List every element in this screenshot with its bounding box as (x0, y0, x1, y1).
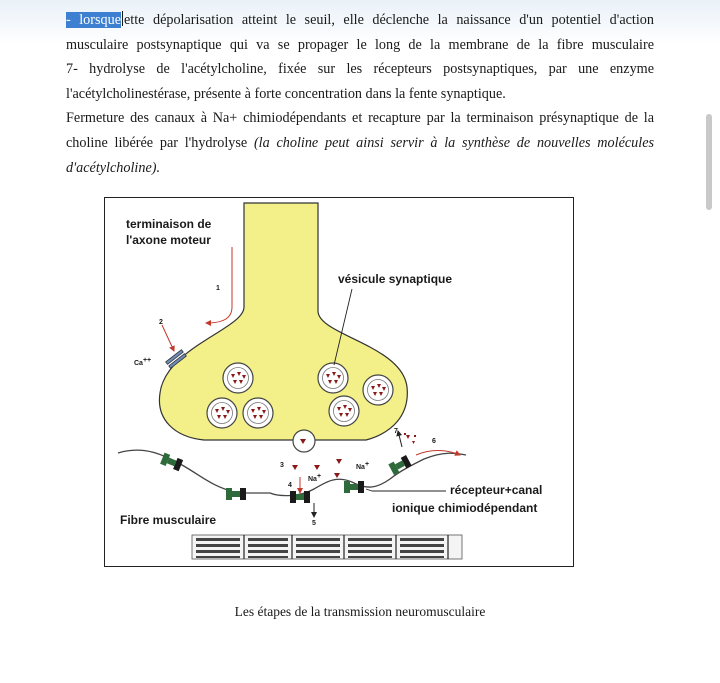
recapture-arrow (398, 431, 402, 447)
step-number-7: 7 (394, 428, 398, 435)
label-sodium-2-charge: + (316, 473, 322, 480)
label-calcium (134, 357, 151, 367)
receptor-pointer-stub (366, 489, 372, 491)
step-number-5: 5 (312, 520, 316, 527)
text-line-6-normal: choline libérée par l'hydrolyse (66, 134, 248, 151)
figure-caption: Les étapes de la transmission neuromusculaire (234, 604, 486, 619)
label-sodium-1 (356, 461, 369, 471)
text-line-2: musculaire postsynaptique qui va se propager le long de la membrane de la fibre musculaire (66, 36, 654, 53)
text-cursor (122, 11, 123, 26)
text-line-4: l'acétylcholinestérase, présente à forte concentration dans la fente synaptique. (66, 85, 506, 102)
neuromuscular-junction-diagram (104, 197, 574, 567)
label-sodium-2-base: Na (308, 476, 317, 483)
step-number-6: 6 (432, 438, 436, 445)
postsynaptic-membrane (118, 450, 466, 496)
calcium-entry-arrow (162, 325, 174, 351)
label-receptor: récepteur+canal (450, 483, 543, 497)
myofibril (192, 535, 462, 559)
text-line-3: 7- hydrolyse de l'acétylcholine, fixée sur les récepteurs postsynaptiques, par une enzyme (66, 61, 654, 78)
label-axon-terminal: terminaison de (126, 217, 212, 231)
text-line-5: Fermeture des canaux à Na+ chimiodépendants et recapture par la terminaison présynaptique de la (66, 110, 654, 127)
label-sodium-1-base: Na (356, 464, 365, 471)
label-receptor-2: ionique chimiodépendant (392, 501, 538, 515)
text-line-6 (66, 131, 654, 156)
text-line-6-italic: (la choline peut ainsi servir à la synthèse de nouvelles molécules (253, 134, 654, 151)
label-sodium-2 (308, 473, 321, 483)
step-number-2: 2 (159, 319, 163, 326)
text-line-7: d'acétylcholine). (66, 159, 161, 176)
selected-text[interactable]: - lorsque (66, 12, 121, 28)
label-calcium-base: Ca (134, 360, 143, 367)
text-line-1 (66, 8, 654, 33)
label-vesicle: vésicule synaptique (338, 272, 453, 286)
label-axon-terminal-2: l'axone moteur (126, 233, 211, 247)
step-number-4: 4 (288, 482, 292, 489)
label-sodium-1-charge: + (364, 461, 370, 468)
label-calcium-charge: ++ (142, 357, 152, 364)
step-number-3: 3 (280, 462, 284, 469)
body-text (66, 8, 654, 180)
label-muscle-fibre: Fibre musculaire (120, 513, 217, 527)
step-number-1: 1 (216, 285, 220, 292)
scrollbar-thumb[interactable] (706, 114, 712, 210)
exocytosis-vesicle (293, 430, 315, 452)
text-line-1-rest: ette dépolarisation atteint le seuil, elle déclenche la naissance d'un potentiel d'action (124, 12, 654, 28)
